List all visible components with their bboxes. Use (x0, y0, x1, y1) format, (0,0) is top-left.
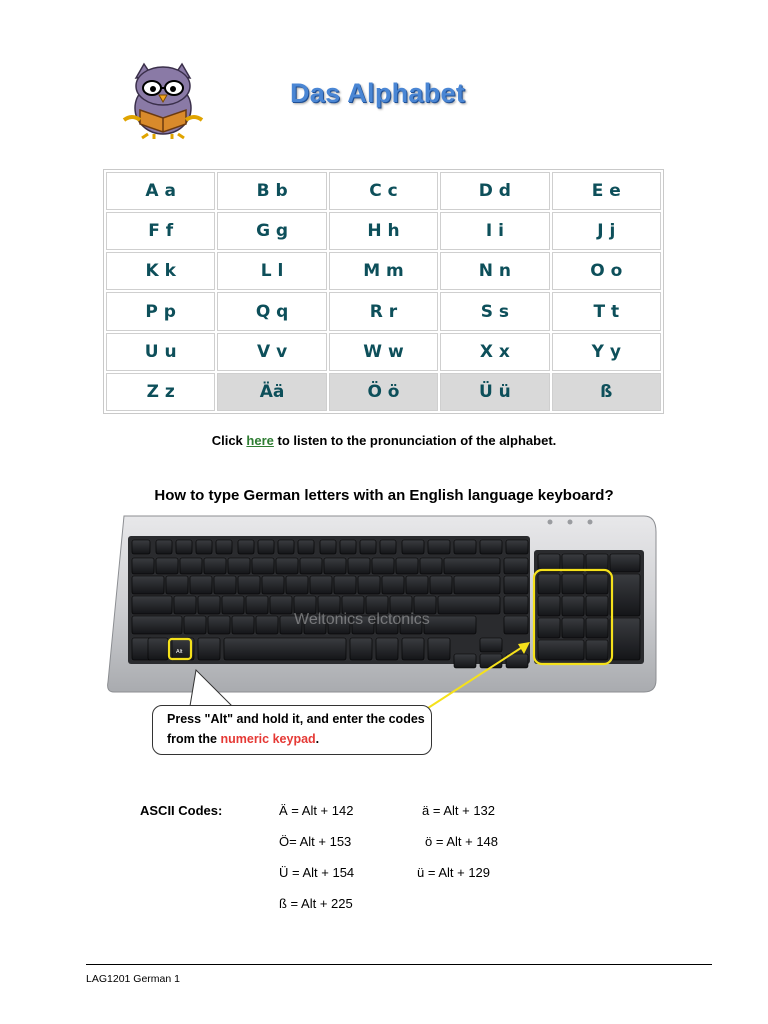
callout-line-2-after: . (315, 732, 320, 746)
letter-cell: K k (106, 252, 215, 290)
footer-divider (86, 964, 712, 965)
callout-pointer (180, 668, 240, 708)
umlaut-cell: Ö ö (329, 373, 438, 411)
letter-cell: E e (552, 172, 661, 210)
letter-cell: G g (217, 212, 326, 250)
eszett-cell: ß (552, 373, 661, 411)
letter-cell: J j (552, 212, 661, 250)
letter-cell: V v (217, 333, 326, 371)
owl-reading-icon (118, 58, 208, 140)
yellow-arrow-icon (420, 630, 540, 720)
letter-cell: I i (440, 212, 549, 250)
letter-cell: L l (217, 252, 326, 290)
ascii-code-eszett: ß = Alt + 225 (279, 896, 353, 911)
letter-cell: U u (106, 333, 215, 371)
callout-line-2 (167, 729, 431, 749)
callout-line-2-before: from the (167, 732, 221, 746)
table-row (106, 212, 661, 250)
footer-text: LAG1201 German 1 (86, 973, 180, 985)
letter-cell: X x (440, 333, 549, 371)
ascii-codes-label: ASCII Codes: (140, 803, 223, 818)
letter-cell: D d (440, 172, 549, 210)
pronunciation-link[interactable]: here (246, 433, 274, 448)
listen-text-before: Click (211, 433, 247, 448)
letter-cell: Q q (217, 292, 326, 330)
letter-cell: H h (329, 212, 438, 250)
umlaut-cell: Ää (217, 373, 326, 411)
letter-cell: Z z (106, 373, 215, 411)
table-row (106, 333, 661, 371)
letter-cell: A a (106, 172, 215, 210)
letter-cell: P p (106, 292, 215, 330)
letter-cell: F f (106, 212, 215, 250)
letter-cell: B b (217, 172, 326, 210)
callout-line-1: Press "Alt" and hold it, and enter the codes (167, 712, 425, 726)
listen-text-after: to listen to the pronunciation of the alphabet. (273, 433, 557, 448)
letter-cell: Y y (552, 333, 661, 371)
keyboard-watermark: Weltonics elctonics (294, 611, 430, 628)
letter-cell: O o (552, 252, 661, 290)
ascii-code-lower-o: ö = Alt + 148 (425, 834, 499, 849)
umlaut-cell: Ü ü (440, 373, 549, 411)
numeric-keypad-highlight: numeric keypad (220, 732, 316, 746)
letter-cell: W w (329, 333, 438, 371)
listen-instruction (0, 433, 768, 448)
table-row (106, 252, 661, 290)
section-heading: How to type German letters with an English language keyboard? (154, 487, 614, 504)
letter-cell: S s (440, 292, 549, 330)
letter-cell: N n (440, 252, 549, 290)
alphabet-table (103, 169, 664, 414)
ascii-code-lower-a: ä = Alt + 132 (422, 803, 496, 818)
ascii-code-upper-a: Ä = Alt + 142 (279, 803, 354, 818)
page-title: Das Alphabet (290, 78, 466, 108)
letter-cell: M m (329, 252, 438, 290)
ascii-code-upper-u: Ü = Alt + 154 (279, 865, 355, 880)
letter-cell: T t (552, 292, 661, 330)
letter-cell: C c (329, 172, 438, 210)
ascii-code-upper-o: Ö= Alt + 153 (279, 834, 352, 849)
table-row (106, 172, 661, 210)
instruction-callout (152, 705, 432, 755)
table-row (106, 373, 661, 411)
table-row (106, 292, 661, 330)
keyboard-alt-key-label: Alt (176, 649, 183, 655)
letter-cell: R r (329, 292, 438, 330)
ascii-code-lower-u: ü = Alt + 129 (417, 865, 491, 880)
